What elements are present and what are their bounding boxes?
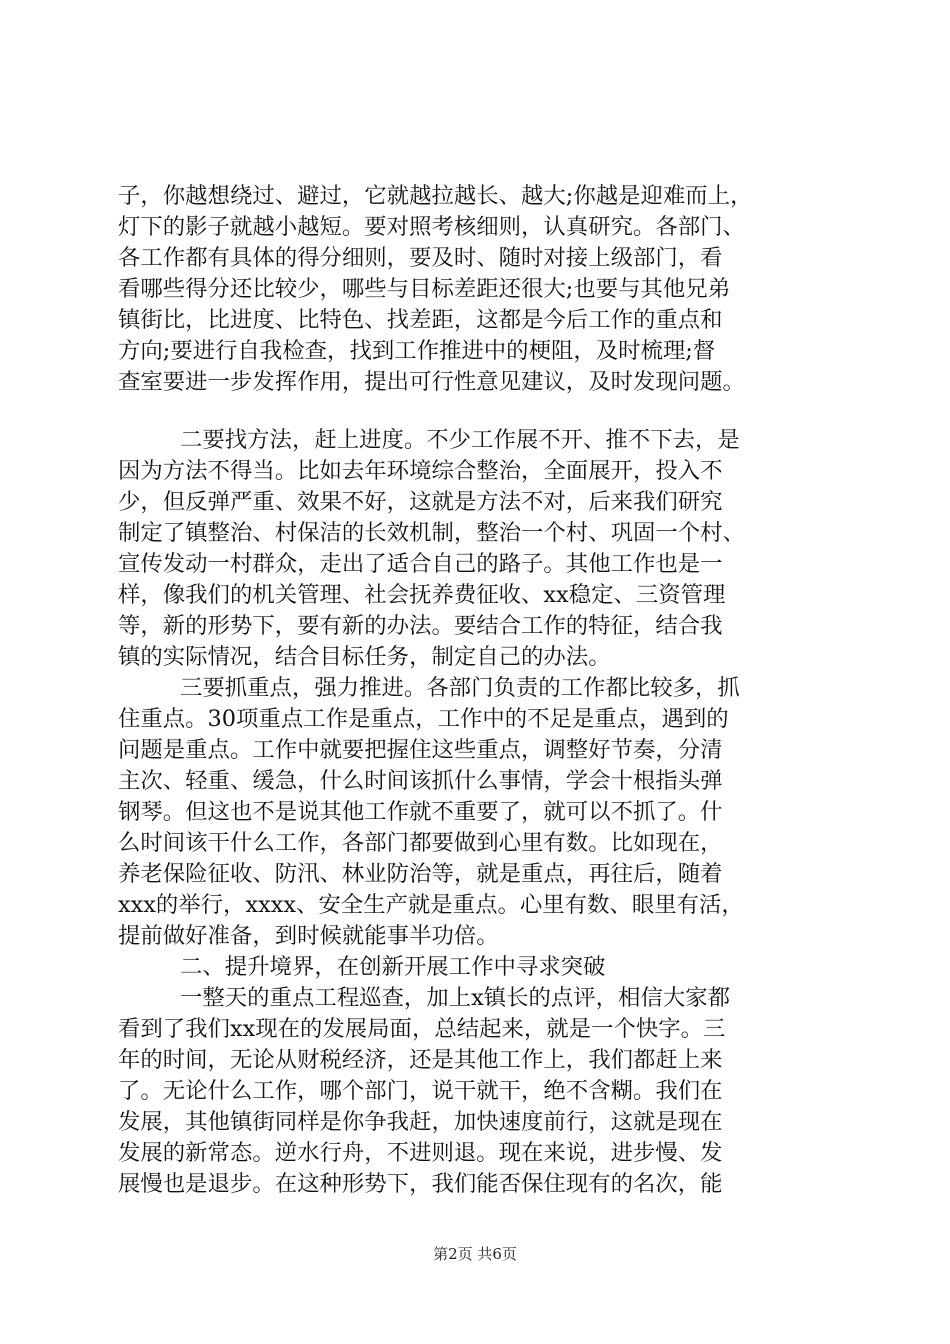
text-line: 方向;要进行自我检查，找到工作推进中的梗阻，及时梳理;督 — [118, 338, 716, 364]
text-line: 么时间该干什么工作，各部门都要做到心里有数。比如现在， — [118, 830, 723, 856]
text-line: 宣传发动一村群众，走出了适合自己的路子。其他工作也是一 — [118, 551, 723, 577]
text-line: 问题是重点。工作中就要把握住这些重点，调整好节奏，分清 — [118, 737, 723, 763]
text-line: 查室要进一步发挥作用，提出可行性意见建议，及时发现问题。 — [118, 369, 745, 395]
text-line: 镇的实际情况，结合目标任务，制定自己的办法。 — [118, 644, 611, 670]
page-number-footer: 第2页 共6页 — [433, 1245, 517, 1263]
paragraph-first-line: 二要找方法，赶上进度。不少工作展不开、推不下去，是 — [180, 427, 740, 453]
section-heading: 二、提升境界，在创新开展工作中寻求突破 — [180, 954, 606, 980]
text-line: 少，但反弹严重、效果不好，这就是方法不对，后来我们研究 — [118, 489, 723, 515]
text-line: 子，你越想绕过、避过，它就越拉越长、越大;你越是迎难而上， — [118, 183, 753, 209]
paragraph-first-line: 三要抓重点，强力推进。各部门负责的工作都比较多，抓 — [180, 675, 740, 701]
text-line: 灯下的影子就越小越短。要对照考核细则，认真研究。各部门、 — [118, 214, 745, 240]
text-line: 展慢也是退步。在这种形势下，我们能否保住现有的名次，能 — [118, 1171, 723, 1197]
text-line: 制定了镇整治、村保洁的长效机制，整治一个村、巩固一个村、 — [118, 520, 745, 546]
text-line: 钢琴。但这也不是说其他工作就不重要了，就可以不抓了。什 — [118, 799, 723, 825]
text-line: 了。无论什么工作，哪个部门，说干就干，绝不含糊。我们在 — [118, 1078, 723, 1104]
text-line: 发展的新常态。逆水行舟，不进则退。现在来说，进步慢、发 — [118, 1140, 723, 1166]
text-line: 养老保险征收、防汛、林业防治等，就是重点，再往后，随着 — [118, 861, 723, 887]
text-line: 样，像我们的机关管理、社会抚养费征收、xx稳定、三资管理 — [118, 582, 726, 608]
text-line: 提前做好准备，到时候就能事半功倍。 — [118, 923, 499, 949]
text-line: 各工作都有具体的得分细则，要及时、随时对接上级部门，看 — [118, 245, 723, 271]
text-line: 年的时间，无论从财税经济，还是其他工作上，我们都赶上来 — [118, 1047, 723, 1073]
text-line: 住重点。30项重点工作是重点，工作中的不足是重点，遇到的 — [118, 706, 729, 732]
text-line: xxx的举行，xxxx、安全生产就是重点。心里有数、眼里有活， — [118, 892, 744, 918]
text-line: 看哪些得分还比较少，哪些与目标差距还很大;也要与其他兄弟 — [118, 276, 731, 302]
text-line: 因为方法不得当。比如去年环境综合整治，全面展开，投入不 — [118, 458, 723, 484]
paragraph-first-line: 一整天的重点工程巡查，加上x镇长的点评，相信大家都 — [180, 985, 731, 1011]
text-line: 等，新的形势下，要有新的办法。要结合工作的特征，结合我 — [118, 613, 723, 639]
text-line: 镇街比，比进度、比特色、找差距，这都是今后工作的重点和 — [118, 307, 723, 333]
text-line: 发展，其他镇街同样是你争我赶，加快速度前行，这就是现在 — [118, 1109, 723, 1135]
text-line: 主次、轻重、缓急，什么时间该抓什么事情，学会十根指头弹 — [118, 768, 723, 794]
text-line: 看到了我们xx现在的发展局面，总结起来，就是一个快字。三 — [118, 1016, 726, 1042]
